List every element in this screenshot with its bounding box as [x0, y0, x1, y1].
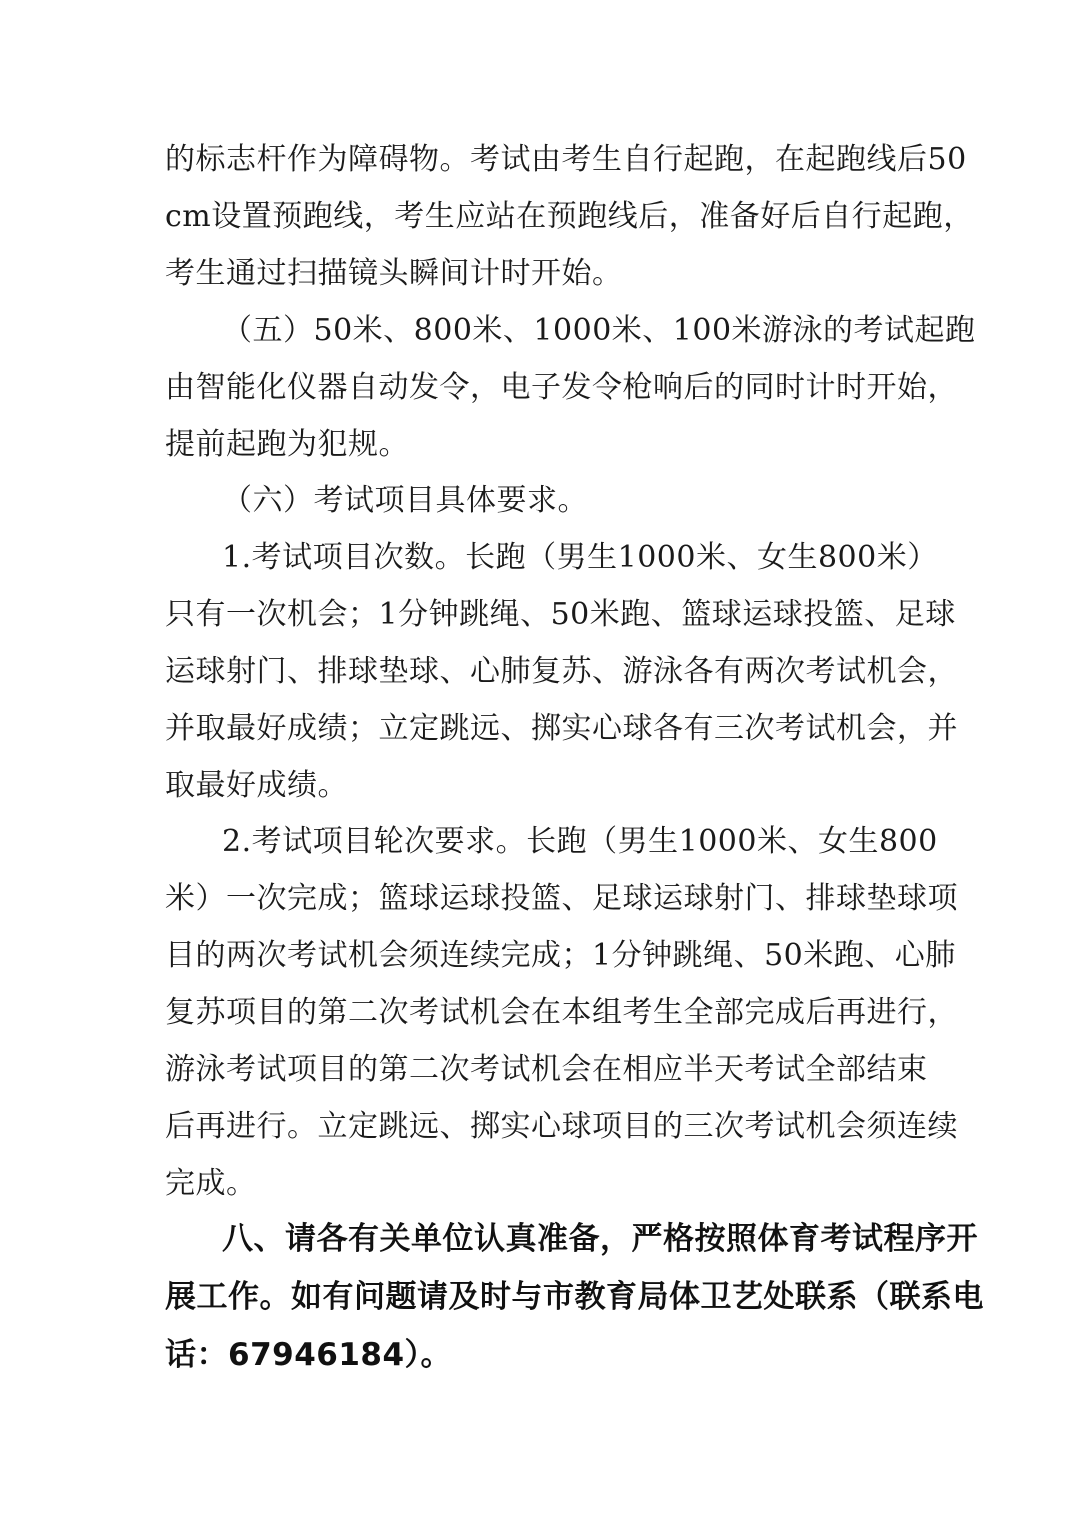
text-line	[0, 984, 1080, 1042]
line-text: 话：67946184）。	[165, 1337, 453, 1373]
text-line	[0, 1041, 1080, 1099]
text-line	[0, 302, 1080, 360]
line-text: 米）一次完成；篮球运球投篮、足球运球射门、排球垫球项	[165, 881, 958, 916]
line-text: 的标志杆作为障碍物。考试由考生自行起跑，在起跑线后50	[165, 142, 967, 177]
text-line	[0, 131, 1080, 189]
line-text: （五）50米、800米、1000米、100米游泳的考试起跑	[222, 313, 976, 348]
line-text: 运球射门、排球垫球、心肺复苏、游泳各有两次考试机会，	[165, 654, 958, 689]
line-text: 提前起跑为犯规。	[165, 427, 409, 462]
text-line	[0, 188, 1080, 246]
text-line	[0, 1326, 1080, 1384]
text-line	[0, 472, 1080, 530]
text-line	[0, 1155, 1080, 1213]
text-line	[0, 359, 1080, 417]
line-text: 取最好成绩。	[165, 768, 348, 803]
line-text: 并取最好成绩；立定跳远、掷实心球各有三次考试机会，并	[165, 711, 958, 746]
text-line	[0, 1098, 1080, 1156]
text-line	[0, 813, 1080, 871]
text-line	[0, 586, 1080, 644]
text-line	[0, 643, 1080, 701]
line-text: 复苏项目的第二次考试机会在本组考生全部完成后再进行，	[165, 995, 958, 1030]
text-line	[0, 927, 1080, 985]
text-line	[0, 416, 1080, 474]
line-text: 1.考试项目次数。长跑（男生1000米、女生800米）	[222, 540, 938, 575]
line-text: 2.考试项目轮次要求。长跑（男生1000米、女生800	[222, 824, 938, 859]
line-text: 后再进行。立定跳远、掷实心球项目的三次考试机会须连续	[165, 1109, 958, 1144]
line-text: 八、请各有关单位认真准备，严格按照体育考试程序开	[222, 1221, 978, 1257]
line-text: 完成。	[165, 1166, 257, 1201]
line-text: 由智能化仪器自动发令，电子发令枪响后的同时计时开始，	[165, 370, 958, 405]
text-line	[0, 529, 1080, 587]
line-text: 考生通过扫描镜头瞬间计时开始。	[165, 256, 623, 291]
text-line	[0, 757, 1080, 815]
text-line	[0, 1268, 1080, 1326]
text-line	[0, 245, 1080, 303]
line-text: 目的两次考试机会须连续完成；1分钟跳绳、50米跑、心肺	[165, 938, 956, 973]
line-text: 只有一次机会；1分钟跳绳、50米跑、篮球运球投篮、足球	[165, 597, 956, 632]
line-text: 游泳考试项目的第二次考试机会在相应半天考试全部结束	[165, 1052, 928, 1087]
line-text: cm设置预跑线，考生应站在预跑线后，准备好后自行起跑，	[165, 199, 974, 234]
text-line	[0, 870, 1080, 928]
line-text: 展工作。如有问题请及时与市教育局体卫艺处联系（联系电	[165, 1279, 984, 1315]
text-line	[0, 1210, 1080, 1268]
line-text: （六）考试项目具体要求。	[222, 483, 588, 518]
text-line	[0, 700, 1080, 758]
